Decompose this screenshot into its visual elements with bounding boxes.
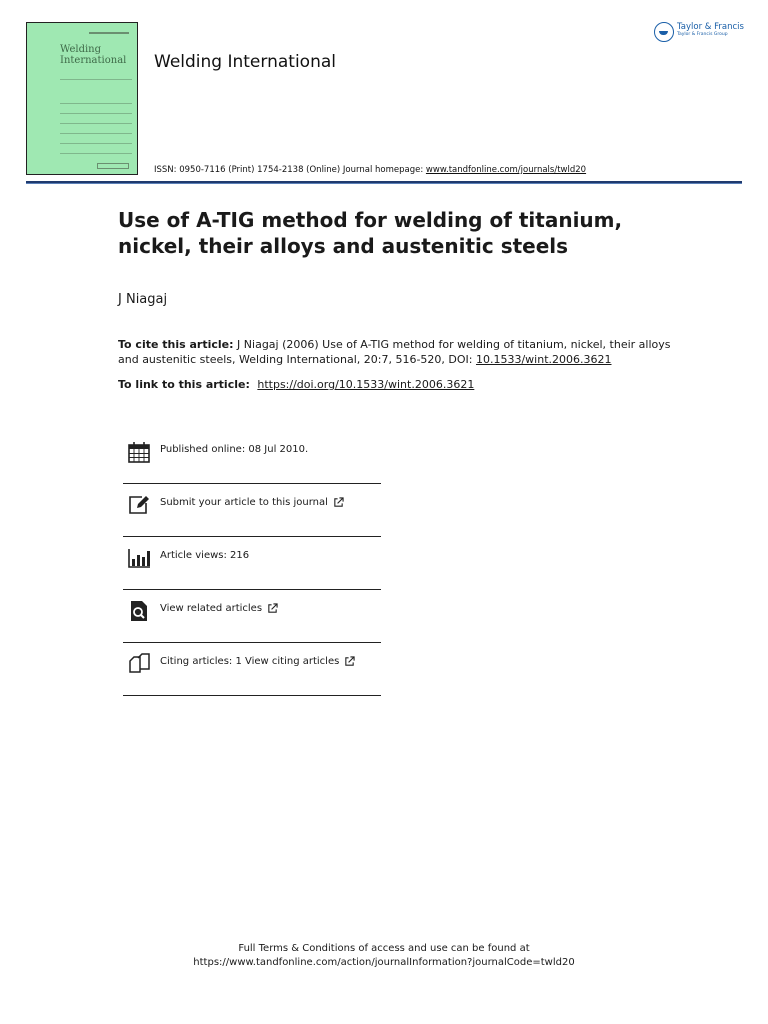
footer: [0, 942, 768, 970]
views-row: [123, 537, 381, 590]
cover-text-line: [60, 113, 132, 114]
issn-text: ISSN: 0950-7116 (Print) 1754-2138 (Online) Journal homepage:: [154, 165, 424, 175]
citing-row[interactable]: [123, 643, 381, 696]
terms-url[interactable]: https://www.tandfonline.com/action/journalInformation?journalCode=twld20: [193, 957, 575, 968]
external-link-icon: [344, 656, 355, 667]
citing-articles-label: Citing articles: 1 View citing articles: [160, 656, 340, 667]
publisher-name: Taylor & Francis: [677, 22, 744, 32]
article-link-block: [118, 377, 474, 392]
publisher-logo: [654, 22, 744, 42]
doi-link[interactable]: 10.1533/wint.2006.3621: [475, 353, 612, 366]
journal-cover: [26, 22, 138, 175]
related-search-icon: [127, 599, 151, 623]
bar-chart-icon: [127, 546, 151, 570]
submit-article-link[interactable]: [160, 497, 344, 508]
header-divider-accent: [26, 183, 742, 184]
cover-text-line: [60, 143, 132, 144]
related-row[interactable]: [123, 590, 381, 643]
issn-line: [154, 165, 586, 175]
taylor-francis-logo-icon: [654, 22, 674, 42]
published-row: [123, 431, 381, 484]
cover-subtitle-line: [60, 79, 132, 80]
cover-title: Welding International: [60, 44, 127, 66]
cite-label: To cite this article:: [118, 338, 234, 351]
published-date: Published online: 08 Jul 2010.: [160, 444, 309, 455]
article-views: Article views: 216: [160, 550, 250, 561]
cover-text-line: [60, 153, 132, 154]
edit-icon: [127, 493, 151, 517]
cover-text-line: [60, 103, 132, 104]
cite-text: J Niagaj (2006) Use of A-TIG method for welding of titanium, nickel, their alloys and austenitic steels, Welding International, 20:7, 516-520, DOI:: [118, 338, 671, 366]
external-link-icon: [267, 603, 278, 614]
submit-article-label: Submit your article to this journal: [160, 497, 328, 508]
terms-text: Full Terms & Conditions of access and use can be found at: [238, 943, 530, 954]
cover-text-line: [60, 133, 132, 134]
article-info-list: [123, 431, 381, 696]
external-link-icon: [333, 497, 344, 508]
citation-block: [118, 337, 678, 367]
cover-text-line: [60, 123, 132, 124]
citing-documents-icon: [127, 652, 151, 676]
journal-homepage-link[interactable]: www.tandfonline.com/journals/twld20: [425, 165, 587, 175]
calendar-icon: [127, 440, 151, 464]
journal-name: Welding International: [154, 52, 336, 72]
article-author: J Niagaj: [118, 292, 168, 307]
related-articles-label: View related articles: [160, 603, 263, 614]
publisher-group: Taylor & Francis Group: [677, 32, 728, 37]
article-title: Use of A-TIG method for welding of titanium, nickel, their alloys and austenitic steels: [118, 208, 623, 258]
link-label: To link to this article:: [118, 378, 250, 391]
related-articles-link[interactable]: [160, 603, 278, 614]
cover-header-line: [89, 32, 129, 34]
submit-row[interactable]: [123, 484, 381, 537]
article-doi-url[interactable]: https://doi.org/10.1533/wint.2006.3621: [257, 378, 475, 391]
citing-articles-link[interactable]: [160, 656, 355, 667]
cover-publisher-logo: [97, 163, 129, 169]
